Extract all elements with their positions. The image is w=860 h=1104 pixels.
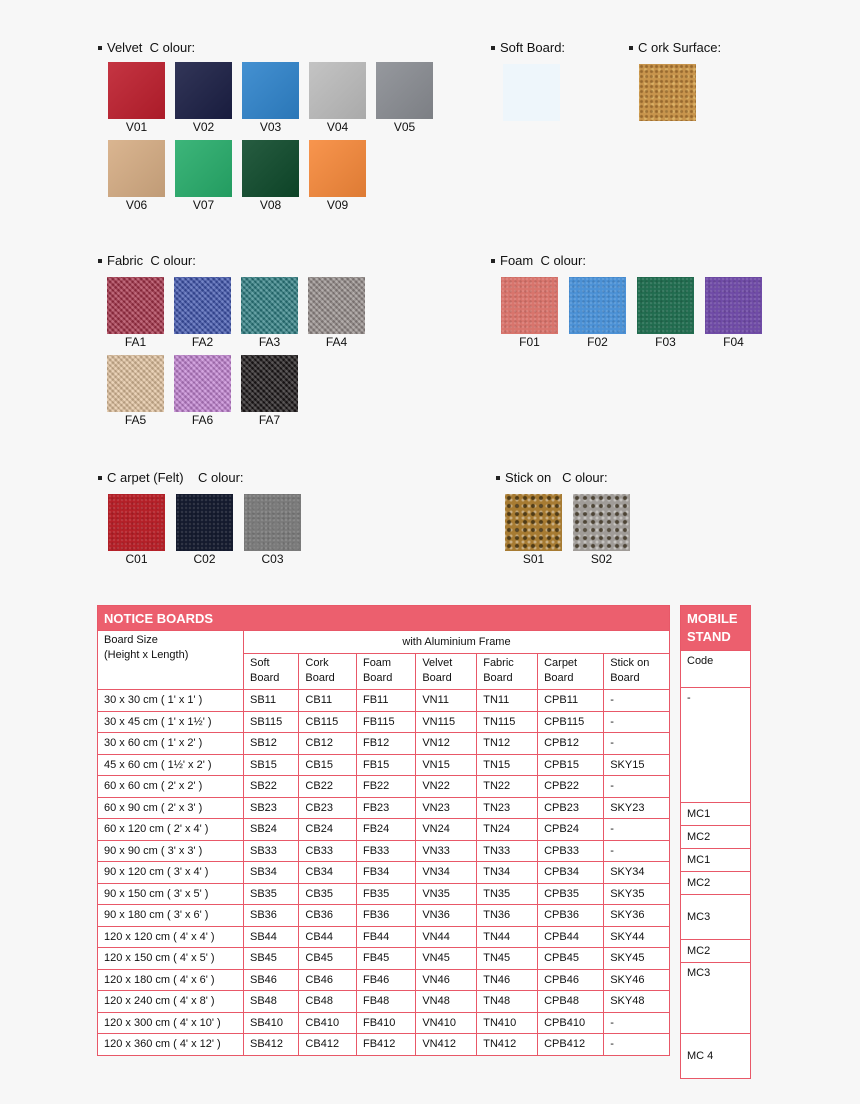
soft-board-swatch <box>503 64 560 121</box>
product-code-cell: TN35 <box>477 883 538 905</box>
product-code-cell: CB410 <box>299 1012 357 1034</box>
swatch-label: FA1 <box>124 335 147 349</box>
product-code-cell: CPB11 <box>538 690 604 712</box>
board-size-cell: 120 x 240 cm ( 4' x 8' ) <box>98 991 244 1013</box>
swatch-label: FA2 <box>191 335 214 349</box>
fabric-title-text: Fabric C olour: <box>107 253 196 268</box>
swatch-v06 <box>108 140 165 197</box>
table-row <box>98 754 670 776</box>
product-code-cell: SB412 <box>244 1034 299 1056</box>
swatch-fa4 <box>308 277 365 334</box>
swatch-c02 <box>176 494 233 551</box>
product-code-cell: CPB46 <box>538 969 604 991</box>
product-code-cell: CPB34 <box>538 862 604 884</box>
product-code-cell: TN115 <box>477 711 538 733</box>
column-header: Carpet Board <box>538 654 604 690</box>
table-row <box>98 711 670 733</box>
board-size-cell: 45 x 60 cm ( 1½' x 2' ) <box>98 754 244 776</box>
swatch-f04 <box>705 277 762 334</box>
swatch-v01 <box>108 62 165 119</box>
product-code-cell: - <box>604 690 670 712</box>
swatch-v03 <box>242 62 299 119</box>
mobile-stand-code-header: Code <box>681 651 751 688</box>
column-header: Fabric Board <box>477 654 538 690</box>
product-code-cell: CB35 <box>299 883 357 905</box>
swatch-label: V09 <box>326 198 349 212</box>
table-row <box>98 991 670 1013</box>
product-code-cell: VN12 <box>416 733 477 755</box>
product-code-cell: FB48 <box>356 991 415 1013</box>
carpet-title-text: C arpet (Felt) C olour: <box>107 470 244 485</box>
column-header: Soft Board <box>244 654 299 690</box>
swatch-fa7 <box>241 355 298 412</box>
mobile-stand-code-cell: MC1 <box>681 803 751 826</box>
product-code-cell: SKY48 <box>604 991 670 1013</box>
swatch-label: V04 <box>326 120 349 134</box>
product-code-cell: VN36 <box>416 905 477 927</box>
swatch-label: C01 <box>125 552 148 566</box>
product-code-cell: VN33 <box>416 840 477 862</box>
product-code-cell: CPB410 <box>538 1012 604 1034</box>
swatch-label: F01 <box>519 335 540 349</box>
product-code-cell: CB115 <box>299 711 357 733</box>
bullet-icon <box>491 46 495 50</box>
product-code-cell: CPB45 <box>538 948 604 970</box>
swatch-label: FA7 <box>258 413 281 427</box>
product-code-cell: SB115 <box>244 711 299 733</box>
product-code-cell: SB12 <box>244 733 299 755</box>
swatch-label: V03 <box>259 120 282 134</box>
product-code-cell: FB24 <box>356 819 415 841</box>
mobile-stand-code-cell: MC2 <box>681 826 751 849</box>
product-code-cell: TN33 <box>477 840 538 862</box>
swatch-s01 <box>505 494 562 551</box>
board-size-header: Board Size (Height x Length) <box>98 631 244 690</box>
product-code-cell: - <box>604 776 670 798</box>
product-code-cell: VN45 <box>416 948 477 970</box>
product-code-cell: CB412 <box>299 1034 357 1056</box>
bullet-icon <box>629 46 633 50</box>
swatch-fa5 <box>107 355 164 412</box>
product-code-cell: SB23 <box>244 797 299 819</box>
table-row <box>98 926 670 948</box>
board-size-cell: 120 x 150 cm ( 4' x 5' ) <box>98 948 244 970</box>
stick_on-title-text: Stick on C olour: <box>505 470 608 485</box>
bullet-icon <box>491 259 495 263</box>
swatch-label: F03 <box>655 335 676 349</box>
board-size-cell: 60 x 90 cm ( 2' x 3' ) <box>98 797 244 819</box>
product-code-cell: FB35 <box>356 883 415 905</box>
board-size-cell: 90 x 180 cm ( 3' x 6' ) <box>98 905 244 927</box>
product-code-cell: TN48 <box>477 991 538 1013</box>
product-code-cell: TN15 <box>477 754 538 776</box>
product-code-cell: CB11 <box>299 690 357 712</box>
swatch-label: V02 <box>192 120 215 134</box>
cork_surface-title-text: C ork Surface: <box>638 40 722 55</box>
product-code-cell: CB12 <box>299 733 357 755</box>
product-code-cell: SB11 <box>244 690 299 712</box>
product-code-cell: CB24 <box>299 819 357 841</box>
product-code-cell: VN35 <box>416 883 477 905</box>
product-code-cell: VN46 <box>416 969 477 991</box>
product-code-cell: - <box>604 840 670 862</box>
cork-surface-swatch <box>639 64 696 121</box>
product-code-cell: FB11 <box>356 690 415 712</box>
product-code-cell: FB22 <box>356 776 415 798</box>
product-code-cell: TN44 <box>477 926 538 948</box>
product-code-cell: SKY23 <box>604 797 670 819</box>
product-code-cell: CB34 <box>299 862 357 884</box>
product-code-cell: TN22 <box>477 776 538 798</box>
mobile-stand-title: MOBILE STAND <box>681 606 751 651</box>
product-code-cell: SKY36 <box>604 905 670 927</box>
product-code-cell: VN22 <box>416 776 477 798</box>
product-code-cell: TN24 <box>477 819 538 841</box>
swatch-c03 <box>244 494 301 551</box>
product-code-cell: SKY15 <box>604 754 670 776</box>
product-code-cell: TN34 <box>477 862 538 884</box>
product-code-cell: FB15 <box>356 754 415 776</box>
swatch-label: V07 <box>192 198 215 212</box>
product-code-cell: TN23 <box>477 797 538 819</box>
product-code-cell: VN412 <box>416 1034 477 1056</box>
product-code-cell: FB36 <box>356 905 415 927</box>
product-code-cell: CB46 <box>299 969 357 991</box>
product-code-cell: SB36 <box>244 905 299 927</box>
soft_board-title <box>491 40 565 55</box>
swatch-label: FA3 <box>258 335 281 349</box>
product-code-cell: TN11 <box>477 690 538 712</box>
product-code-cell: VN11 <box>416 690 477 712</box>
product-code-cell: FB12 <box>356 733 415 755</box>
board-size-cell: 60 x 120 cm ( 2' x 4' ) <box>98 819 244 841</box>
board-size-cell: 120 x 180 cm ( 4' x 6' ) <box>98 969 244 991</box>
product-code-cell: CB15 <box>299 754 357 776</box>
product-code-cell: CPB24 <box>538 819 604 841</box>
product-code-cell: CB44 <box>299 926 357 948</box>
product-code-cell: CPB12 <box>538 733 604 755</box>
swatch-f01 <box>501 277 558 334</box>
swatch-label: V01 <box>125 120 148 134</box>
product-code-cell: VN34 <box>416 862 477 884</box>
swatch-fa1 <box>107 277 164 334</box>
product-code-cell: FB412 <box>356 1034 415 1056</box>
product-code-cell: CB48 <box>299 991 357 1013</box>
product-code-cell: SB45 <box>244 948 299 970</box>
swatch-label: C02 <box>193 552 216 566</box>
swatch-label: FA6 <box>191 413 214 427</box>
product-code-cell: CB36 <box>299 905 357 927</box>
product-code-cell: FB33 <box>356 840 415 862</box>
product-code-cell: SB34 <box>244 862 299 884</box>
product-code-cell: CPB22 <box>538 776 604 798</box>
mobile-stand-code-cell: MC 4 <box>681 1034 751 1079</box>
product-code-cell: CPB35 <box>538 883 604 905</box>
product-code-cell: FB23 <box>356 797 415 819</box>
product-code-cell: SB35 <box>244 883 299 905</box>
table-row <box>98 733 670 755</box>
swatch-label: V05 <box>393 120 416 134</box>
soft_board-title-text: Soft Board: <box>500 40 566 55</box>
product-code-cell: SB46 <box>244 969 299 991</box>
bullet-icon <box>98 259 102 263</box>
column-header: Cork Board <box>299 654 357 690</box>
product-code-cell: TN410 <box>477 1012 538 1034</box>
mobile-stand-code-cell: MC2 <box>681 872 751 895</box>
product-code-cell: SB48 <box>244 991 299 1013</box>
swatch-v04 <box>309 62 366 119</box>
table-row <box>98 905 670 927</box>
swatch-f02 <box>569 277 626 334</box>
swatch-label: F04 <box>723 335 744 349</box>
aluminium-frame-header: with Aluminium Frame <box>244 631 670 654</box>
bullet-icon <box>98 476 102 480</box>
product-code-cell: SB15 <box>244 754 299 776</box>
board-size-cell: 120 x 300 cm ( 4' x 10' ) <box>98 1012 244 1034</box>
board-size-cell: 30 x 30 cm ( 1' x 1' ) <box>98 690 244 712</box>
product-code-cell: CPB15 <box>538 754 604 776</box>
mobile-stand-code-cell: MC2 <box>681 940 751 963</box>
velvet-title-text: Velvet C olour: <box>107 40 196 55</box>
product-code-cell: SKY45 <box>604 948 670 970</box>
table-row <box>98 1034 670 1056</box>
product-code-cell: VN24 <box>416 819 477 841</box>
table-row <box>98 819 670 841</box>
product-code-cell: SB33 <box>244 840 299 862</box>
table-row <box>98 883 670 905</box>
product-code-cell: CPB412 <box>538 1034 604 1056</box>
swatch-v02 <box>175 62 232 119</box>
mobile-stand-table <box>680 605 751 1079</box>
swatch-label: F02 <box>587 335 608 349</box>
product-code-cell: FB34 <box>356 862 415 884</box>
product-code-cell: CB45 <box>299 948 357 970</box>
product-code-cell: TN45 <box>477 948 538 970</box>
product-code-cell: VN115 <box>416 711 477 733</box>
table-row <box>98 776 670 798</box>
fabric-title <box>98 253 196 268</box>
board-size-cell: 120 x 120 cm ( 4' x 4' ) <box>98 926 244 948</box>
swatch-label: C03 <box>261 552 284 566</box>
mobile-stand-code-cell: MC3 <box>681 895 751 940</box>
carpet-title <box>98 470 244 485</box>
table-row <box>98 969 670 991</box>
mobile-stand-code-cell: - <box>681 688 751 803</box>
bullet-icon <box>496 476 500 480</box>
product-code-cell: FB410 <box>356 1012 415 1034</box>
board-size-cell: 30 x 60 cm ( 1' x 2' ) <box>98 733 244 755</box>
foam-title <box>491 253 586 268</box>
board-size-cell: 90 x 90 cm ( 3' x 3' ) <box>98 840 244 862</box>
product-code-cell: TN12 <box>477 733 538 755</box>
product-code-cell: FB115 <box>356 711 415 733</box>
mobile-stand-code-cell: MC1 <box>681 849 751 872</box>
product-code-cell: - <box>604 819 670 841</box>
product-code-cell: VN48 <box>416 991 477 1013</box>
board-size-cell: 60 x 60 cm ( 2' x 2' ) <box>98 776 244 798</box>
notice-boards-table <box>97 605 670 1056</box>
product-code-cell: SKY46 <box>604 969 670 991</box>
table-row <box>98 840 670 862</box>
swatch-f03 <box>637 277 694 334</box>
swatch-label: S01 <box>522 552 545 566</box>
product-code-cell: SKY44 <box>604 926 670 948</box>
product-code-cell: TN36 <box>477 905 538 927</box>
swatch-v08 <box>242 140 299 197</box>
product-code-cell: CB33 <box>299 840 357 862</box>
foam-title-text: Foam C olour: <box>500 253 586 268</box>
table-row <box>98 1012 670 1034</box>
product-code-cell: VN44 <box>416 926 477 948</box>
product-code-cell: VN410 <box>416 1012 477 1034</box>
product-code-cell: - <box>604 733 670 755</box>
mobile-stand-code-cell: MC3 <box>681 963 751 1034</box>
product-code-cell: SKY35 <box>604 883 670 905</box>
swatch-v07 <box>175 140 232 197</box>
table-row <box>98 797 670 819</box>
product-code-cell: TN412 <box>477 1034 538 1056</box>
swatch-label: V06 <box>125 198 148 212</box>
notice-boards-title: NOTICE BOARDS <box>98 606 670 631</box>
swatch-label: V08 <box>259 198 282 212</box>
product-code-cell: CPB33 <box>538 840 604 862</box>
product-code-cell: CPB48 <box>538 991 604 1013</box>
product-code-cell: - <box>604 711 670 733</box>
swatch-label: FA5 <box>124 413 147 427</box>
swatch-s02 <box>573 494 630 551</box>
board-size-cell: 90 x 150 cm ( 3' x 5' ) <box>98 883 244 905</box>
table-row <box>98 690 670 712</box>
swatch-fa6 <box>174 355 231 412</box>
product-code-cell: SB44 <box>244 926 299 948</box>
swatch-fa3 <box>241 277 298 334</box>
swatch-label: FA4 <box>325 335 348 349</box>
product-code-cell: CPB44 <box>538 926 604 948</box>
swatch-fa2 <box>174 277 231 334</box>
board-size-cell: 120 x 360 cm ( 4' x 12' ) <box>98 1034 244 1056</box>
product-code-cell: - <box>604 1012 670 1034</box>
bullet-icon <box>98 46 102 50</box>
product-code-cell: VN15 <box>416 754 477 776</box>
product-code-cell: CPB115 <box>538 711 604 733</box>
table-row <box>98 948 670 970</box>
stick_on-title <box>496 470 608 485</box>
board-size-cell: 90 x 120 cm ( 3' x 4' ) <box>98 862 244 884</box>
swatch-v05 <box>376 62 433 119</box>
product-code-cell: CB23 <box>299 797 357 819</box>
table-row <box>98 862 670 884</box>
swatch-v09 <box>309 140 366 197</box>
product-code-cell: SB24 <box>244 819 299 841</box>
column-header: Foam Board <box>356 654 415 690</box>
product-code-cell: TN46 <box>477 969 538 991</box>
product-code-cell: VN23 <box>416 797 477 819</box>
product-code-cell: SB22 <box>244 776 299 798</box>
product-code-cell: SKY34 <box>604 862 670 884</box>
swatch-label: S02 <box>590 552 613 566</box>
cork_surface-title <box>629 40 721 55</box>
board-size-cell: 30 x 45 cm ( 1' x 1½' ) <box>98 711 244 733</box>
product-code-cell: - <box>604 1034 670 1056</box>
product-code-cell: CPB23 <box>538 797 604 819</box>
velvet-title <box>98 40 195 55</box>
product-code-cell: FB44 <box>356 926 415 948</box>
product-code-cell: FB45 <box>356 948 415 970</box>
column-header: Stick on Board <box>604 654 670 690</box>
product-code-cell: SB410 <box>244 1012 299 1034</box>
product-code-cell: CPB36 <box>538 905 604 927</box>
column-header: Velvet Board <box>416 654 477 690</box>
swatch-c01 <box>108 494 165 551</box>
product-code-cell: FB46 <box>356 969 415 991</box>
product-code-cell: CB22 <box>299 776 357 798</box>
